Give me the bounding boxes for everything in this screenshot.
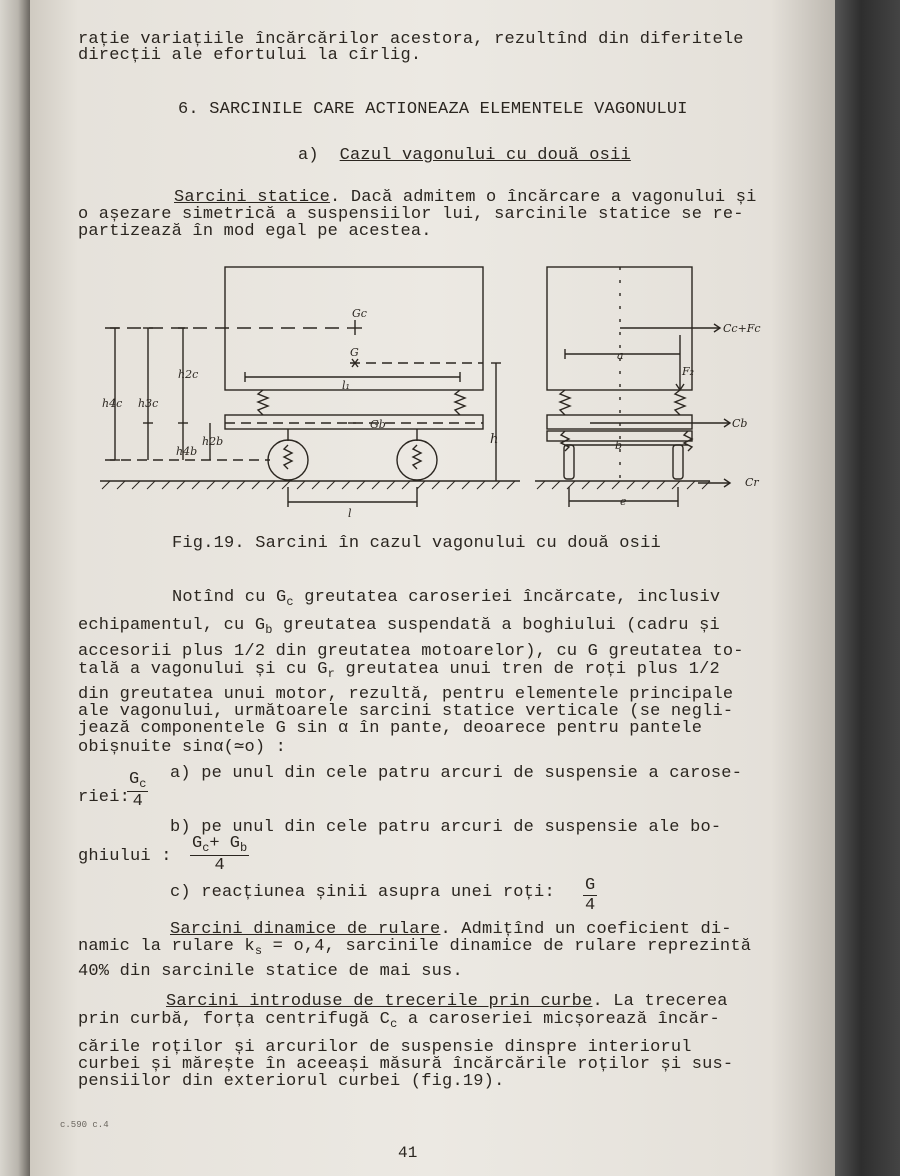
text-line: rație variațiile încărcărilor acestora, rezultînd din diferitele: [78, 30, 744, 49]
wheel-left-2: [397, 440, 437, 480]
spring-icon: [413, 445, 421, 469]
spring-icon: [675, 390, 685, 415]
subsection-prefix: a): [298, 146, 319, 165]
text-span: . Admițînd un coeficient di-: [440, 920, 732, 939]
fraction-g-over-4: [583, 876, 597, 915]
document-page: [30, 0, 835, 1176]
bogie-frame-right: [547, 415, 692, 429]
frac-num: [127, 770, 148, 792]
text-line: [78, 616, 720, 637]
text-line: [172, 588, 720, 609]
spring-icon: [258, 390, 268, 415]
subscript: c: [286, 595, 294, 609]
text-line: curbei și mărește în aceeași măsură încărcările roților și sus-: [78, 1055, 734, 1074]
item-b-text: b) pe unul din cele patru arcuri de suspensie ale bo-: [170, 818, 722, 837]
page-number: 41: [398, 1144, 418, 1162]
text-span: namic la rulare k: [78, 937, 255, 956]
label-l: l: [348, 507, 352, 520]
label-cc-fc: Cc+Fc: [723, 322, 761, 335]
text-line: [78, 937, 751, 958]
wheel-right-2: [673, 445, 683, 479]
subscript: r: [327, 667, 336, 681]
text-span: prin curbă, forța centrifugă C: [78, 1010, 391, 1029]
text-line: [78, 660, 720, 681]
label-b: b: [615, 439, 623, 452]
label-h4c: h4c: [102, 397, 123, 410]
text-span: + G: [209, 834, 241, 853]
bogie-frame-left: [225, 415, 483, 429]
subscript: c: [139, 777, 147, 791]
subscript: b: [265, 623, 273, 637]
label-gb: Gb: [370, 418, 386, 431]
label-f2: F₂: [682, 365, 695, 378]
text-span: . Dacă admitem o încărcare a vagonului și: [330, 188, 757, 207]
text-line: partizează în mod egal pe acestea.: [78, 222, 432, 241]
text-span: echipamentul, cu G: [78, 616, 266, 635]
label-gc: Gc: [352, 307, 367, 320]
text-span: tală a vagonului și cu G: [78, 660, 328, 679]
frac-den: 4: [132, 792, 143, 811]
label-h2c: h2c: [178, 368, 199, 381]
label-h2b: h2b: [202, 435, 224, 448]
text-span: = o,4, sarcinile dinamice de rulare reprezintă: [262, 937, 752, 956]
text-span: G: [129, 770, 140, 789]
fraction-gc-plus-gb-over-4: [190, 834, 249, 875]
figure-19-diagram: [30, 255, 835, 520]
spring-icon: [560, 390, 570, 415]
text-line: accesorii plus 1/2 din greutatea motoarelor), cu G greutatea to-: [78, 642, 744, 661]
text-line: obișnuite sinα(≃o) :: [78, 738, 287, 757]
text-span: greutatea unui tren de roți plus 1/2: [335, 660, 720, 679]
subsection-title: Cazul vagonului cu două osii: [339, 146, 631, 165]
subscript: s: [254, 944, 263, 958]
text-line: jează componentele G sin α în pante, deoarece pentru pantele: [78, 719, 703, 738]
label-g: G: [350, 346, 359, 359]
label-l1: l₁: [342, 379, 350, 392]
label-cb: Cb: [732, 417, 748, 430]
spring-icon: [284, 445, 292, 469]
text-line: pensiilor din exteriorul curbei (fig.19).: [78, 1072, 505, 1091]
text-line: cările roților și arcurilor de suspensie dinspre interiorul: [78, 1038, 692, 1057]
label-h4b: h4b: [176, 445, 198, 458]
text-line: direcții ale efortului la cîrlig.: [78, 46, 422, 65]
label-h3c: h3c: [138, 397, 159, 410]
book-gutter: [0, 0, 30, 1176]
text-span: a caroseriei micșorează încăr-: [397, 1010, 720, 1029]
printer-mark: c.590 c.4: [60, 1120, 109, 1130]
text-line: din greutatea unui motor, rezultă, pentru elementele principale: [78, 685, 734, 704]
text-span: . La trecerea: [592, 992, 728, 1011]
subscript: b: [240, 841, 248, 855]
text-line: [166, 992, 728, 1011]
frac-num: G: [585, 876, 596, 895]
section-title: 6. SARCINILE CARE ACTIONEAZA ELEMENTELE VAGONULUI: [178, 100, 688, 119]
item-b-cont: ghiului :: [78, 847, 172, 866]
static-heading: Sarcini statice: [174, 188, 331, 207]
spring-icon: [455, 390, 465, 415]
label-cr: Cr: [745, 476, 759, 489]
subscript: c: [202, 841, 210, 855]
curve-heading: Sarcini introduse de trecerile prin curbe: [166, 992, 593, 1011]
frac-num: [190, 834, 249, 856]
frac-den: 4: [214, 856, 225, 875]
item-a-text: a) pe unul din cele patru arcuri de suspensie a carose-: [170, 764, 743, 783]
figure-caption: Fig.19. Sarcini în cazul vagonului cu două osii: [172, 534, 661, 553]
text-line: 40% din sarcinile statice de mai sus.: [78, 962, 463, 981]
fraction-gc-over-4: [127, 770, 148, 811]
text-span: greutatea suspendată a boghiului (cadru și: [272, 616, 720, 635]
label-h: h: [490, 432, 499, 447]
item-c-text: c) reacțiunea șinii asupra unei roți:: [170, 883, 555, 902]
text-line: [78, 1010, 720, 1031]
frac-den: 4: [585, 896, 596, 915]
page-edge-shadow: [835, 0, 900, 1176]
label-e: e: [620, 495, 627, 508]
text-span: G: [192, 834, 203, 853]
subscript: c: [390, 1017, 398, 1031]
wheel-left-1: [268, 440, 308, 480]
text-line: o așezare simetrică a suspensiilor lui, sarcinile statice se re-: [78, 205, 744, 224]
text-span: Notînd cu G: [172, 588, 287, 607]
text-line: ale vagonului, următoarele sarcini statice verticale (se negli-: [78, 702, 734, 721]
label-a: a: [617, 349, 624, 362]
text-span: greutatea caroseriei încărcate, inclusiv: [293, 588, 721, 607]
item-a-cont: riei:: [78, 788, 131, 807]
dynamic-heading: Sarcini dinamice de rulare: [170, 920, 441, 939]
subsection-heading: [298, 146, 631, 165]
